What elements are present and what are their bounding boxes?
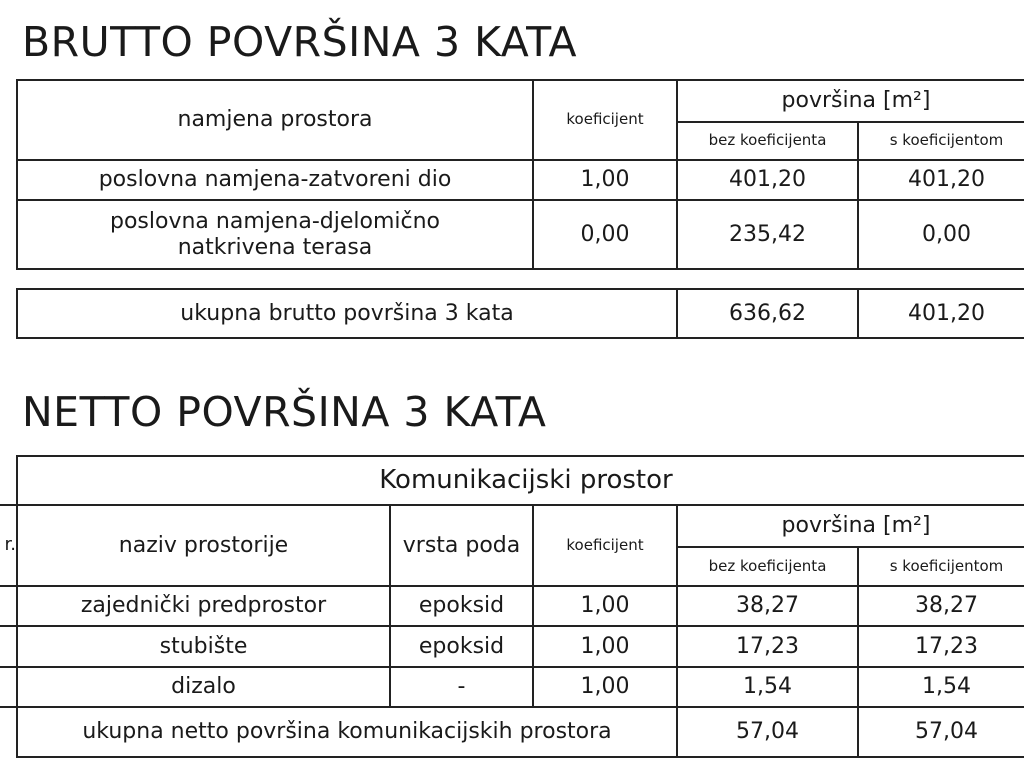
- netto-row-2-bez: 17,23: [676, 625, 859, 668]
- brutto-header-namjena: namjena prostora: [16, 79, 534, 161]
- netto-total-s: 57,04: [857, 706, 1024, 758]
- netto-row-3-koeficijent: 1,00: [532, 666, 678, 708]
- brutto-row-1-namjena: poslovna namjena-zatvoreni dio: [16, 159, 534, 201]
- brutto-total-bez: 636,62: [676, 288, 859, 339]
- brutto-row-2-bez: 235,42: [676, 199, 859, 270]
- brutto-header-s: s koeficijentom: [857, 121, 1024, 161]
- brutto-row-1-s: 401,20: [857, 159, 1024, 201]
- netto-row-1-s: 38,27: [857, 585, 1024, 627]
- netto-header-vrsta: vrsta poda: [389, 504, 534, 587]
- netto-total-label: ukupna netto površina komunikacijskih prostora: [16, 706, 678, 758]
- netto-row-3-naziv: dizalo: [16, 666, 391, 708]
- netto-row-2-naziv: stubište: [16, 625, 391, 668]
- brutto-header-povrsina: površina [m²]: [676, 79, 1024, 123]
- netto-row-1-koeficijent: 1,00: [532, 585, 678, 627]
- brutto-header-koeficijent: koeficijent: [532, 79, 678, 161]
- netto-row-2-koeficijent: 1,00: [532, 625, 678, 668]
- brutto-row-1-bez: 401,20: [676, 159, 859, 201]
- netto-row-3-s: 1,54: [857, 666, 1024, 708]
- brutto-header-bez: bez koeficijenta: [676, 121, 859, 161]
- brutto-row-2-s: 0,00: [857, 199, 1024, 270]
- netto-stub-header: r.: [0, 504, 18, 587]
- netto-row-3-bez: 1,54: [676, 666, 859, 708]
- netto-row-1-naziv: zajednički predprostor: [16, 585, 391, 627]
- brutto-total-s: 401,20: [857, 288, 1024, 339]
- netto-total-bez: 57,04: [676, 706, 859, 758]
- brutto-row-1-koeficijent: 1,00: [532, 159, 678, 201]
- brutto-row-2-koeficijent: 0,00: [532, 199, 678, 270]
- netto-title: NETTO POVRŠINA 3 KATA: [22, 388, 547, 436]
- netto-header-povrsina: površina [m²]: [676, 504, 1024, 548]
- netto-row-2-vrsta: epoksid: [389, 625, 534, 668]
- netto-row-2-s: 17,23: [857, 625, 1024, 668]
- netto-group-title: Komunikacijski prostor: [16, 455, 1024, 506]
- netto-header-bez: bez koeficijenta: [676, 546, 859, 587]
- brutto-row-2-namjena: poslovna namjena-djelomično natkrivena terasa: [16, 199, 534, 270]
- netto-row-1-bez: 38,27: [676, 585, 859, 627]
- netto-header-koeficijent: koeficijent: [532, 504, 678, 587]
- netto-row-1-vrsta: epoksid: [389, 585, 534, 627]
- netto-header-naziv: naziv prostorije: [16, 504, 391, 587]
- brutto-total-label: ukupna brutto površina 3 kata: [16, 288, 678, 339]
- brutto-title: BRUTTO POVRŠINA 3 KATA: [22, 18, 578, 66]
- netto-header-s: s koeficijentom: [857, 546, 1024, 587]
- netto-row-3-vrsta: -: [389, 666, 534, 708]
